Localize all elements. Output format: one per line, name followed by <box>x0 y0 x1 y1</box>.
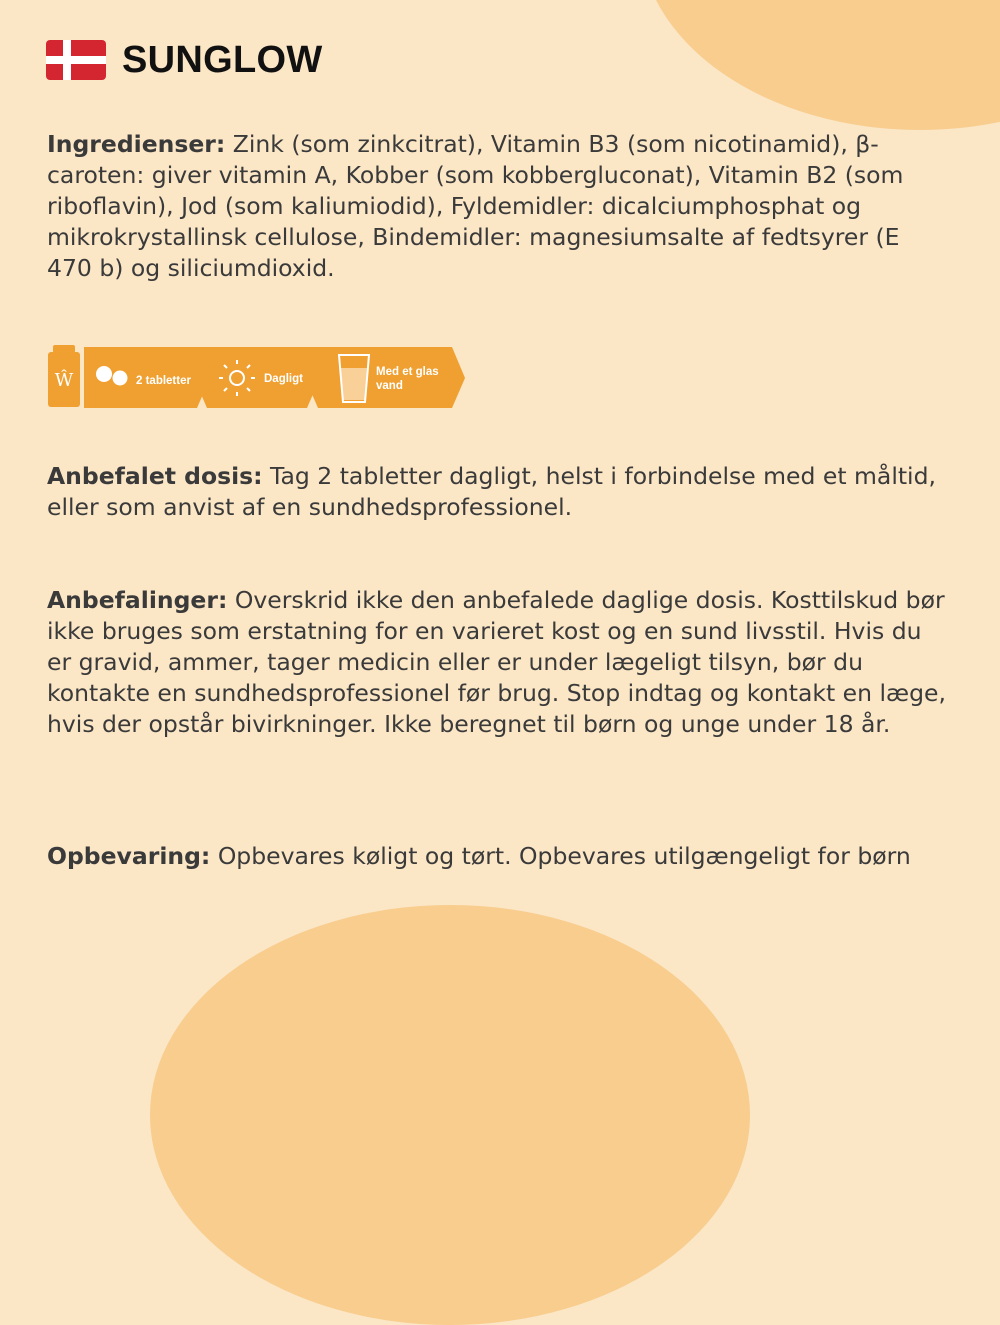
storage-section <box>47 841 947 872</box>
recommendations-section <box>47 585 947 740</box>
step-label-water-line2: vand <box>376 380 403 392</box>
brand-logo <box>46 40 323 80</box>
denmark-flag-icon <box>46 40 106 80</box>
recommendations-text: Overskrid ikke den anbefalede daglige dosis. Kosttilskud bør ikke bruges som erstatning for en varieret kost og en sund livsstil. Hvis du er gravid, ammer, tager medicin eller er under lægeligt tilsyn, bør du kontakte en sundhedsprofessionel før brug. Stop indtag og kontakt en læge, hvis der opstår bivirkninger. Ikke beregnet til børn og unge under 18 år. <box>47 586 946 738</box>
ingredients-heading: Ingredienser: <box>47 130 226 158</box>
ingredients-section <box>47 129 947 284</box>
dosage-section <box>47 461 947 523</box>
step-label-tablets: 2 tabletter <box>136 375 191 387</box>
bottle-icon <box>48 345 80 407</box>
brand-name: SUNGLOW <box>122 39 323 81</box>
decorative-blob-bottom <box>150 905 750 1325</box>
recommendations-heading: Anbefalinger: <box>47 586 228 614</box>
dosage-heading: Anbefalet dosis: <box>47 462 263 490</box>
step-label-water-line1: Med et glas <box>376 366 439 378</box>
storage-text: Opbevares køligt og tørt. Opbevares utilgængeligt for børn <box>210 842 911 870</box>
step-label-daily: Dagligt <box>264 373 303 385</box>
dosage-graphic <box>47 342 467 410</box>
dosage-text: Tag 2 tabletter dagligt, helst i forbindelse med et måltid, eller som anvist af en sundhedsprofessionel. <box>47 462 936 521</box>
storage-heading: Opbevaring: <box>47 842 211 870</box>
svg-text:Ŵ: Ŵ <box>54 370 74 391</box>
decorative-blob-top <box>640 0 1000 130</box>
ingredients-text: Zink (som zinkcitrat), Vitamin B3 (som nicotinamid), β-caroten: giver vitamin A, Kobber (som kobbergluconat), Vitamin B2 (som riboflavin), Jod (som kaliumiodid), Fyldemidler: dicalciumphosphat og mikrokrystallinsk cellulose, Bindemidler: magnesiumsalte af fedtsyrer (E 470 b) og siliciumdioxid. <box>47 130 904 282</box>
